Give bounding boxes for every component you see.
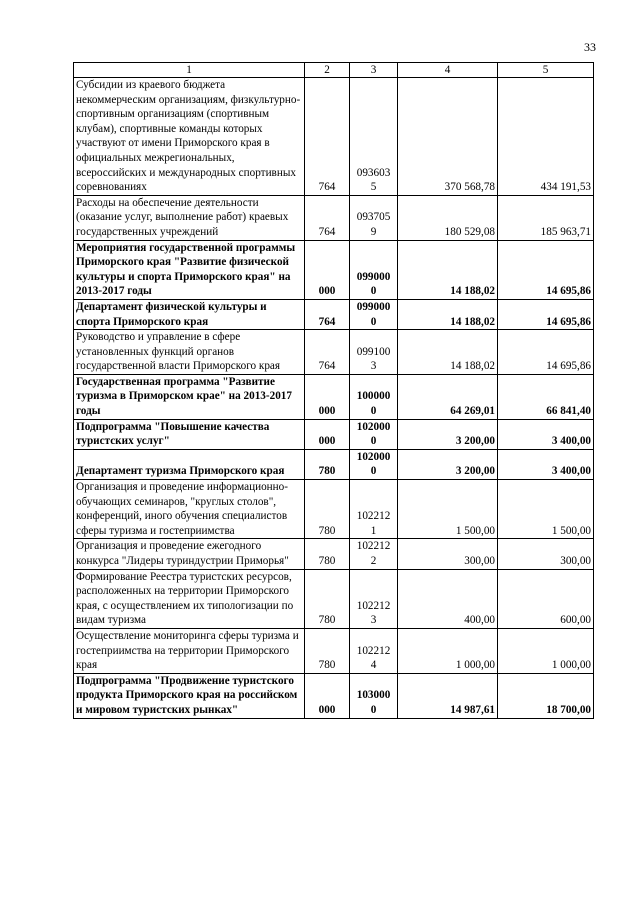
csr-code-line1: 103000 (356, 689, 391, 702)
csr-code-line1: 102212 (356, 540, 391, 553)
row-code-cell: 000 (305, 419, 350, 449)
csr-code-line2: 0 (370, 465, 377, 478)
header-col-3: 3 (350, 63, 398, 78)
budget-table (73, 62, 594, 719)
header-col-5: 5 (498, 63, 594, 78)
table-row (74, 539, 594, 569)
csr-code-line2: 9 (370, 225, 377, 238)
row-amount-2016-cell: 14 695,86 (498, 299, 594, 329)
row-code-cell: 764 (305, 78, 350, 196)
row-amount-2016-cell: 14 695,86 (498, 330, 594, 375)
header-col-2: 2 (305, 63, 350, 78)
csr-code-line1: 099000 (356, 270, 391, 283)
table-row (74, 78, 594, 196)
csr-code-line1: 102212 (356, 599, 391, 612)
row-amount-2015-cell: 14 188,02 (398, 240, 498, 299)
row-amount-2015-cell: 370 568,78 (398, 78, 498, 196)
row-code-cell: 764 (305, 195, 350, 240)
csr-code-line2: 0 (370, 315, 377, 328)
row-name-cell: Мероприятия государственной программы Приморского края "Развитие физической культуры и спорта Приморского края" на 2013-2017 годы (74, 240, 305, 299)
row-csr-cell (350, 299, 398, 329)
table-body (74, 78, 594, 719)
csr-code-line2: 4 (370, 659, 377, 672)
row-code-cell: 764 (305, 299, 350, 329)
row-csr-cell (350, 569, 398, 628)
csr-code-line1: 102212 (356, 510, 391, 523)
row-code-cell: 780 (305, 539, 350, 569)
header-col-4: 4 (398, 63, 498, 78)
row-amount-2015-cell: 1 500,00 (398, 480, 498, 539)
row-amount-2016-cell: 18 700,00 (498, 673, 594, 718)
row-amount-2016-cell: 300,00 (498, 539, 594, 569)
row-code-cell: 000 (305, 673, 350, 718)
csr-code-line2: 0 (370, 285, 377, 298)
row-amount-2015-cell: 300,00 (398, 539, 498, 569)
table-row (74, 628, 594, 673)
row-code-cell: 764 (305, 330, 350, 375)
row-amount-2016-cell: 3 400,00 (498, 419, 594, 449)
row-csr-cell (350, 330, 398, 375)
table-row (74, 480, 594, 539)
row-code-cell: 000 (305, 240, 350, 299)
row-amount-2016-cell: 1 000,00 (498, 628, 594, 673)
row-csr-cell (350, 195, 398, 240)
table-header-row (74, 63, 594, 78)
csr-code-line1: 099100 (356, 345, 391, 358)
csr-code-line2: 0 (370, 405, 377, 418)
row-amount-2015-cell: 400,00 (398, 569, 498, 628)
row-code-cell: 780 (305, 480, 350, 539)
row-csr-cell (350, 628, 398, 673)
table-row (74, 330, 594, 375)
row-amount-2015-cell: 1 000,00 (398, 628, 498, 673)
csr-code-line2: 2 (370, 555, 377, 567)
row-name-cell: Организация и проведение информационно-обучающих семинаров, "круглых столов", конференций, иного обучения специалистов сферы туризма и гостеприимства (74, 480, 305, 539)
row-name-cell: Подпрограмма "Продвижение туристского продукта Приморского края на российском и мировом туристских рынках" (74, 673, 305, 718)
row-amount-2016-cell: 14 695,86 (498, 240, 594, 299)
csr-code-line2: 0 (370, 435, 377, 448)
csr-code-line2: 1 (370, 524, 377, 537)
csr-code-line2: 3 (370, 614, 377, 627)
row-amount-2015-cell: 180 529,08 (398, 195, 498, 240)
row-name-cell: Организация и проведение ежегодного конкурса "Лидеры туриндустрии Приморья" (74, 539, 305, 569)
row-amount-2015-cell: 3 200,00 (398, 449, 498, 479)
row-code-cell: 780 (305, 569, 350, 628)
row-name-cell: Департамент физической культуры и спорта Приморского края (74, 299, 305, 329)
row-name-cell: Осуществление мониторинга сферы туризма и гостеприимства на территории Приморского края (74, 628, 305, 673)
csr-code-line2: 3 (370, 360, 377, 373)
table-row (74, 374, 594, 419)
row-code-cell: 780 (305, 628, 350, 673)
csr-code-line2: 0 (370, 703, 377, 716)
row-amount-2016-cell: 1 500,00 (498, 480, 594, 539)
row-csr-cell (350, 480, 398, 539)
table-row (74, 449, 594, 479)
row-amount-2016-cell: 600,00 (498, 569, 594, 628)
row-name-cell: Подпрограмма "Повышение качества туристских услуг" (74, 419, 305, 449)
page-number: 33 (584, 40, 596, 54)
table-row (74, 419, 594, 449)
row-amount-2015-cell: 3 200,00 (398, 419, 498, 449)
row-csr-cell (350, 539, 398, 569)
row-csr-cell (350, 419, 398, 449)
csr-code-line1: 100000 (356, 390, 391, 403)
row-name-cell: Расходы на обеспечение деятельности (оказание услуг, выполнение работ) краевых государственных учреждений (74, 195, 305, 240)
csr-code-line1: 099000 (356, 300, 391, 313)
row-amount-2015-cell: 64 269,01 (398, 374, 498, 419)
row-amount-2016-cell: 434 191,53 (498, 78, 594, 196)
csr-code-line1: 093705 (356, 211, 391, 224)
header-col-1: 1 (74, 63, 305, 78)
row-amount-2015-cell: 14 188,02 (398, 330, 498, 375)
row-name-cell: Субсидии из краевого бюджета некоммерческим организациям, физкультурно-спортивным организациям (спортивным клубам), спортивные команды которых участвуют от имени Приморского края в официальных межрегиональных, всероссийских и международных спортивных соревнованиях (74, 78, 305, 196)
row-csr-cell (350, 449, 398, 479)
row-amount-2015-cell: 14 188,02 (398, 299, 498, 329)
row-csr-cell (350, 240, 398, 299)
row-amount-2016-cell: 185 963,71 (498, 195, 594, 240)
table-row (74, 240, 594, 299)
csr-code-line1: 102000 (356, 420, 391, 433)
table-row (74, 569, 594, 628)
csr-code-line2: 5 (370, 181, 377, 194)
table-row (74, 195, 594, 240)
row-csr-cell (350, 673, 398, 718)
row-name-cell: Руководство и управление в сфере установленных функций органов государственной власти Приморского края (74, 330, 305, 375)
csr-code-line1: 102212 (356, 644, 391, 657)
row-amount-2016-cell: 66 841,40 (498, 374, 594, 419)
row-csr-cell (350, 78, 398, 196)
table-row (74, 673, 594, 718)
table-row (74, 299, 594, 329)
row-name-cell: Формирование Реестра туристских ресурсов, расположенных на территории Приморского края, с осуществлением их типологизации по видам туризма (74, 569, 305, 628)
csr-code-line1: 093603 (356, 166, 391, 179)
row-name-cell: Государственная программа "Развитие туризма в Приморском крае" на 2013-2017 годы (74, 374, 305, 419)
row-code-cell: 780 (305, 449, 350, 479)
row-amount-2016-cell: 3 400,00 (498, 449, 594, 479)
row-code-cell: 000 (305, 374, 350, 419)
row-csr-cell (350, 374, 398, 419)
row-amount-2015-cell: 14 987,61 (398, 673, 498, 718)
csr-code-line1: 102000 (356, 450, 391, 463)
row-name-cell: Департамент туризма Приморского края (74, 449, 305, 479)
